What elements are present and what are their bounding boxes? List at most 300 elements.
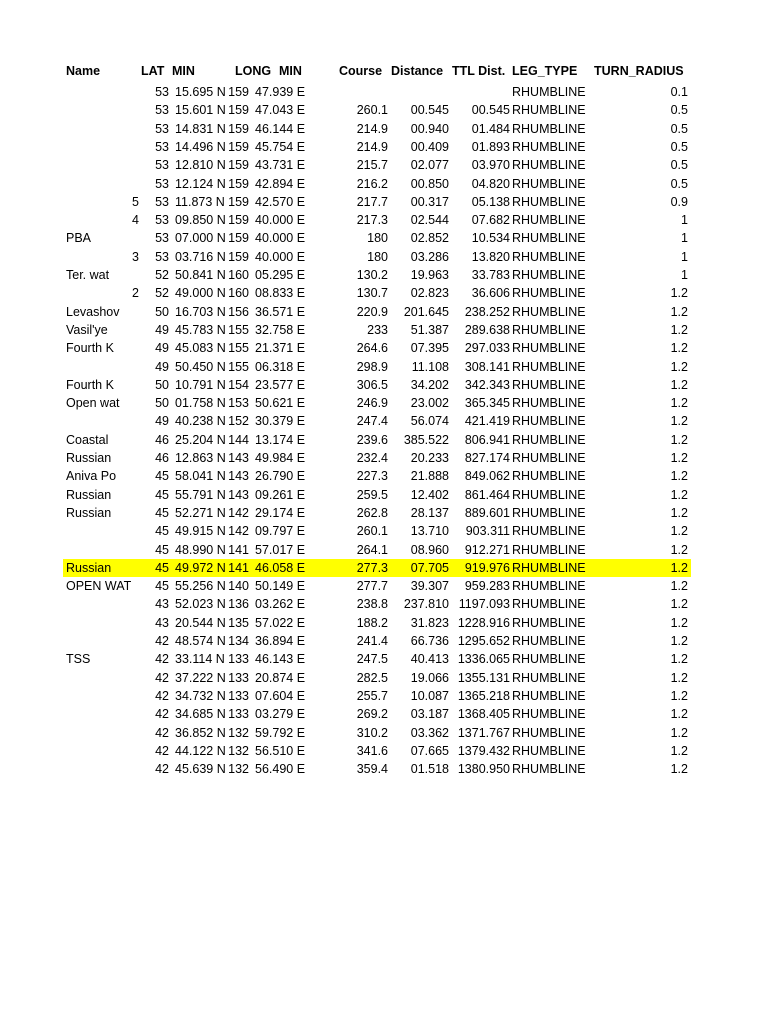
cell-leg-type: RHUMBLINE — [512, 432, 586, 447]
cell-long-min: 36.571 E — [255, 304, 306, 319]
cell-course: 260.1 — [356, 524, 388, 539]
cell-long-min: 05.295 E — [255, 268, 306, 282]
cell-name: Levashov — [66, 304, 120, 319]
cell-long-min: 08.833 E — [255, 286, 306, 301]
cell-lat: 53 — [155, 121, 169, 136]
cell-leg-type: RHUMBLINE — [512, 359, 586, 374]
table-row — [0, 101, 768, 119]
cell-distance: 51.387 — [410, 322, 449, 337]
cell-course: 130.2 — [356, 268, 388, 282]
cell-distance: 02.077 — [410, 158, 449, 173]
cell-lat: 49 — [155, 341, 169, 356]
cell-turn-radius: 0.5 — [670, 176, 688, 191]
cell-lat: 45 — [155, 469, 169, 484]
cell-long: 154 — [228, 377, 249, 392]
cell-course: 306.5 — [356, 377, 388, 392]
cell-course: 130.7 — [356, 286, 388, 301]
cell-lat-min: 55.256 N — [175, 579, 226, 594]
table-row — [0, 376, 768, 394]
cell-lat-min: 15.695 N — [175, 85, 226, 99]
cell-lat-min: 15.601 N — [175, 103, 226, 118]
cell-leg-type: RHUMBLINE — [512, 725, 586, 740]
cell-long-min: 13.174 E — [255, 432, 306, 447]
cell-turn-radius: 1.2 — [670, 487, 688, 502]
cell-distance: 07.665 — [410, 743, 449, 758]
cell-leg-type: RHUMBLINE — [512, 158, 586, 173]
cell-turn-radius: 1.2 — [670, 414, 688, 429]
cell-lat: 45 — [155, 487, 169, 502]
cell-lat: 42 — [155, 707, 169, 722]
cell-lat: 53 — [155, 231, 169, 246]
cell-lat-min: 49.000 N — [175, 286, 226, 301]
cell-leg-type: RHUMBLINE — [512, 469, 586, 484]
cell-distance: 237.810 — [403, 597, 449, 612]
cell-lat: 46 — [155, 451, 169, 465]
table-row — [0, 358, 768, 376]
table-row — [0, 504, 768, 522]
cell-course: 214.9 — [356, 139, 388, 154]
cell-leg-type: RHUMBLINE — [512, 524, 586, 539]
header-turn-radius: TURN_RADIUS — [594, 64, 684, 78]
cell-lat: 52 — [155, 268, 169, 282]
cell-ttl-dist: 00.545 — [471, 103, 510, 118]
cell-distance: 02.544 — [410, 213, 449, 228]
cell-waypoint-number: 5 — [132, 194, 139, 209]
table-row — [0, 156, 768, 174]
cell-long: 133 — [228, 688, 249, 703]
cell-lat: 43 — [155, 615, 169, 630]
header-distance: Distance — [391, 64, 444, 78]
cell-ttl-dist: 1228.916 — [457, 615, 510, 630]
cell-turn-radius: 1 — [681, 231, 688, 246]
cell-leg-type: RHUMBLINE — [512, 139, 586, 154]
cell-distance: 66.736 — [410, 634, 449, 648]
cell-ttl-dist: 1197.093 — [458, 597, 510, 612]
cell-name: Russian — [66, 451, 112, 465]
cell-turn-radius: 1.2 — [670, 762, 688, 777]
cell-turn-radius: 1.2 — [670, 377, 688, 392]
cell-turn-radius: 1.2 — [670, 451, 688, 465]
cell-ttl-dist: 1371.767 — [457, 725, 510, 740]
cell-ttl-dist: 849.062 — [464, 469, 510, 484]
cell-long-min: 45.754 E — [255, 139, 306, 154]
cell-long-min: 42.894 E — [255, 176, 306, 191]
cell-lat-min: 20.544 N — [175, 615, 226, 630]
cell-long-min: 46.143 E — [255, 652, 306, 667]
cell-name: PBA — [66, 231, 92, 246]
cell-long: 159 — [228, 249, 249, 264]
cell-turn-radius: 1 — [681, 213, 688, 228]
cell-long-min: 20.874 E — [255, 670, 306, 685]
cell-course: 282.5 — [356, 670, 388, 685]
cell-turn-radius: 1.2 — [670, 396, 688, 411]
cell-long-min: 56.490 E — [255, 762, 306, 777]
cell-name: Russian — [66, 560, 112, 575]
cell-turn-radius: 0.5 — [670, 139, 688, 154]
cell-course: 233 — [367, 322, 388, 337]
cell-long: 159 — [228, 231, 249, 246]
cell-lat-min: 25.204 N — [175, 432, 226, 447]
cell-turn-radius: 1.2 — [670, 359, 688, 374]
cell-lat-min: 33.114 N — [175, 652, 225, 667]
cell-lat: 52 — [155, 286, 169, 301]
header-long: LONG — [235, 64, 272, 78]
header-name: Name — [66, 64, 101, 78]
cell-long-min: 46.058 E — [255, 560, 306, 575]
cell-leg-type: RHUMBLINE — [512, 249, 586, 264]
cell-distance: 03.187 — [410, 707, 449, 722]
cell-course: 220.9 — [356, 304, 388, 319]
table-row — [0, 449, 768, 467]
cell-lat: 42 — [155, 743, 169, 758]
cell-lat: 42 — [155, 688, 169, 703]
cell-long: 159 — [228, 176, 249, 191]
cell-lat: 53 — [155, 176, 169, 191]
cell-long-min: 03.262 E — [255, 597, 306, 612]
cell-course: 359.4 — [356, 762, 388, 777]
table-row — [0, 193, 768, 211]
cell-long-min: 42.570 E — [255, 194, 306, 209]
cell-course: 247.5 — [356, 652, 388, 667]
cell-leg-type: RHUMBLINE — [512, 213, 586, 228]
table-row — [0, 229, 768, 247]
cell-turn-radius: 1.2 — [670, 670, 688, 685]
cell-long: 160 — [228, 286, 249, 301]
cell-turn-radius: 1.2 — [670, 304, 688, 319]
cell-course: 260.1 — [356, 103, 388, 118]
cell-turn-radius: 1.2 — [670, 725, 688, 740]
cell-distance: 02.823 — [410, 286, 449, 301]
cell-name: Fourth K — [66, 377, 114, 392]
cell-course: 277.7 — [356, 579, 388, 594]
cell-distance: 01.518 — [410, 762, 449, 777]
cell-long-min: 23.577 E — [255, 377, 306, 392]
cell-long: 132 — [228, 762, 249, 777]
cell-lat-min: 50.450 N — [175, 359, 226, 374]
cell-ttl-dist: 297.033 — [464, 341, 510, 356]
cell-turn-radius: 1.2 — [670, 707, 688, 722]
cell-leg-type: RHUMBLINE — [512, 231, 586, 246]
cell-lat: 46 — [155, 432, 169, 447]
cell-course: 269.2 — [356, 707, 388, 722]
cell-leg-type: RHUMBLINE — [512, 377, 586, 392]
header-course: Course — [339, 64, 383, 78]
cell-long-min: 43.731 E — [255, 158, 306, 173]
cell-ttl-dist: 1379.432 — [457, 743, 510, 758]
cell-lat-min: 01.758 N — [175, 396, 226, 411]
cell-ttl-dist: 13.820 — [471, 249, 510, 264]
cell-name: Open wat — [66, 396, 120, 411]
cell-lat: 53 — [155, 249, 169, 264]
cell-distance: 13.710 — [410, 524, 449, 539]
cell-ttl-dist: 289.638 — [464, 322, 510, 337]
cell-long: 143 — [228, 469, 249, 484]
cell-turn-radius: 1.2 — [670, 341, 688, 356]
cell-lat-min: 45.639 N — [175, 762, 226, 777]
cell-ttl-dist: 10.534 — [471, 231, 510, 246]
cell-long-min: 30.379 E — [255, 414, 306, 429]
cell-lat: 42 — [155, 634, 169, 648]
cell-long: 140 — [228, 579, 249, 594]
cell-lat-min: 14.831 N — [175, 121, 226, 136]
cell-long: 159 — [228, 158, 249, 173]
table-row — [0, 650, 768, 668]
table-row — [0, 284, 768, 302]
cell-long-min: 57.017 E — [255, 542, 306, 557]
cell-long-min: 21.371 E — [255, 341, 306, 356]
cell-distance: 08.960 — [410, 542, 449, 557]
cell-lat-min: 37.222 N — [175, 670, 226, 685]
cell-lat-min: 03.716 N — [175, 249, 226, 264]
cell-course: 217.3 — [356, 213, 388, 228]
table-row — [0, 632, 768, 650]
cell-lat: 49 — [155, 322, 169, 337]
cell-lat-min: 49.915 N — [175, 524, 226, 539]
cell-ttl-dist: 33.783 — [471, 268, 510, 282]
cell-ttl-dist: 421.419 — [464, 414, 510, 429]
cell-turn-radius: 1.2 — [670, 286, 688, 301]
table-row — [0, 614, 768, 632]
cell-distance: 201.645 — [403, 304, 449, 319]
cell-course: 259.5 — [356, 487, 388, 502]
cell-long-min: 57.022 E — [255, 615, 306, 630]
cell-leg-type: RHUMBLINE — [512, 615, 586, 630]
cell-lat-min: 07.000 N — [175, 231, 226, 246]
cell-turn-radius: 0.5 — [670, 158, 688, 173]
cell-lat-min: 40.238 N — [175, 414, 226, 429]
cell-ttl-dist: 806.941 — [464, 432, 510, 447]
cell-long: 160 — [228, 268, 249, 282]
cell-leg-type: RHUMBLINE — [512, 670, 586, 685]
cell-ttl-dist: 07.682 — [471, 213, 510, 228]
cell-lat-min: 12.863 N — [175, 451, 226, 465]
cell-long-min: 40.000 E — [255, 213, 306, 228]
cell-turn-radius: 1.2 — [670, 469, 688, 484]
cell-long-min: 36.894 E — [255, 634, 306, 648]
cell-lat: 45 — [155, 524, 169, 539]
cell-course: 341.6 — [356, 743, 388, 758]
cell-long: 142 — [228, 524, 249, 539]
cell-lat: 42 — [155, 652, 169, 667]
cell-leg-type: RHUMBLINE — [512, 341, 586, 356]
cell-leg-type: RHUMBLINE — [512, 542, 586, 557]
cell-leg-type: RHUMBLINE — [512, 322, 586, 337]
header-lat-min: MIN — [172, 64, 195, 78]
cell-turn-radius: 1.2 — [670, 597, 688, 612]
cell-course: 188.2 — [356, 615, 388, 630]
cell-lat: 42 — [155, 762, 169, 777]
cell-lat: 42 — [155, 670, 169, 685]
cell-distance: 31.823 — [410, 615, 449, 630]
cell-distance: 00.317 — [410, 194, 449, 209]
cell-long: 155 — [228, 359, 249, 374]
cell-name: Ter. wat — [66, 268, 110, 282]
cell-lat: 50 — [155, 377, 169, 392]
cell-leg-type: RHUMBLINE — [512, 487, 586, 502]
table-row — [0, 138, 768, 156]
cell-lat: 49 — [155, 414, 169, 429]
table-row — [0, 120, 768, 138]
cell-leg-type: RHUMBLINE — [512, 707, 586, 722]
cell-long: 133 — [228, 670, 249, 685]
cell-ttl-dist: 342.343 — [464, 377, 510, 392]
table-row — [0, 541, 768, 559]
cell-distance: 56.074 — [410, 414, 449, 429]
cell-lat: 53 — [155, 213, 169, 228]
cell-leg-type: RHUMBLINE — [512, 414, 586, 429]
cell-turn-radius: 1 — [681, 249, 688, 264]
cell-ttl-dist: 1365.218 — [457, 688, 510, 703]
cell-distance: 28.137 — [410, 505, 449, 520]
cell-turn-radius: 1.2 — [670, 634, 688, 648]
cell-lat-min: 55.791 N — [175, 487, 226, 502]
cell-course: 214.9 — [356, 121, 388, 136]
cell-lat-min: 16.703 N — [175, 304, 226, 319]
cell-lat-min: 45.783 N — [175, 322, 226, 337]
cell-name: Russian — [66, 487, 112, 502]
cell-name: TSS — [66, 652, 91, 667]
cell-ttl-dist: 01.893 — [471, 139, 510, 154]
table-row — [0, 742, 768, 760]
cell-long-min: 47.939 E — [255, 85, 306, 99]
cell-name: OPEN WAT — [66, 579, 132, 594]
cell-leg-type: RHUMBLINE — [512, 304, 586, 319]
cell-distance: 39.307 — [410, 579, 449, 594]
cell-leg-type: RHUMBLINE — [512, 743, 586, 758]
cell-leg-type: RHUMBLINE — [512, 597, 586, 612]
cell-waypoint-number: 4 — [132, 213, 139, 228]
cell-turn-radius: 1.2 — [670, 615, 688, 630]
cell-distance: 03.362 — [410, 725, 449, 740]
cell-lat: 45 — [155, 542, 169, 557]
cell-long: 159 — [228, 85, 249, 99]
cell-turn-radius: 1.2 — [670, 743, 688, 758]
cell-long-min: 07.604 E — [255, 688, 306, 703]
cell-long: 133 — [228, 652, 249, 667]
header-long-min: MIN — [279, 64, 302, 78]
cell-ttl-dist: 919.976 — [464, 560, 510, 575]
cell-course: 215.7 — [356, 158, 388, 173]
cell-lat-min: 12.810 N — [175, 158, 226, 173]
cell-leg-type: RHUMBLINE — [512, 451, 586, 465]
cell-ttl-dist: 04.820 — [471, 176, 510, 191]
table-row — [0, 412, 768, 430]
cell-long: 159 — [228, 103, 249, 118]
header-ttl-dist: TTL Dist. — [452, 64, 506, 78]
cell-lat: 45 — [155, 505, 169, 520]
cell-course: 216.2 — [356, 176, 388, 191]
cell-leg-type: RHUMBLINE — [512, 85, 586, 99]
cell-long-min: 32.758 E — [255, 322, 306, 337]
cell-course: 180 — [367, 231, 388, 246]
cell-lat: 50 — [155, 304, 169, 319]
cell-name: Vasil'ye — [66, 322, 108, 337]
cell-lat: 50 — [155, 396, 169, 411]
cell-ttl-dist: 1368.405 — [457, 707, 510, 722]
cell-distance: 20.233 — [410, 451, 449, 465]
cell-long-min: 40.000 E — [255, 249, 306, 264]
table-row — [0, 577, 768, 595]
cell-leg-type: RHUMBLINE — [512, 634, 586, 648]
cell-distance: 21.888 — [410, 469, 449, 484]
table-row — [0, 211, 768, 229]
cell-leg-type: RHUMBLINE — [512, 652, 586, 667]
cell-leg-type: RHUMBLINE — [512, 268, 586, 282]
cell-long: 159 — [228, 121, 249, 136]
table-row-highlighted — [0, 559, 768, 577]
cell-lat: 53 — [155, 158, 169, 173]
cell-leg-type: RHUMBLINE — [512, 103, 586, 118]
cell-lat-min: 34.732 N — [175, 688, 226, 703]
cell-long: 141 — [228, 560, 249, 575]
cell-lat-min: 14.496 N — [175, 139, 226, 154]
cell-ttl-dist: 05.138 — [471, 194, 510, 209]
header-row — [0, 62, 768, 80]
cell-distance: 23.002 — [410, 396, 449, 411]
cell-lat-min: 36.852 N — [175, 725, 226, 740]
table-row — [0, 760, 768, 778]
cell-ttl-dist: 03.970 — [471, 158, 510, 173]
cell-turn-radius: 1.2 — [670, 579, 688, 594]
cell-turn-radius: 1.2 — [670, 322, 688, 337]
cell-long: 144 — [228, 432, 249, 447]
cell-ttl-dist: 912.271 — [464, 542, 510, 557]
cell-distance: 12.402 — [410, 487, 449, 502]
cell-waypoint-number: 3 — [132, 249, 139, 264]
table-row — [0, 266, 768, 284]
cell-turn-radius: 1.2 — [670, 652, 688, 667]
cell-leg-type: RHUMBLINE — [512, 176, 586, 191]
header-leg-type: LEG_TYPE — [512, 64, 578, 78]
cell-leg-type: RHUMBLINE — [512, 579, 586, 594]
cell-turn-radius: 0.9 — [670, 194, 688, 209]
cell-ttl-dist: 36.606 — [471, 286, 510, 301]
table-row — [0, 339, 768, 357]
cell-long-min: 03.279 E — [255, 707, 306, 722]
cell-leg-type: RHUMBLINE — [512, 688, 586, 703]
cell-long-min: 47.043 E — [255, 103, 306, 118]
table-row — [0, 321, 768, 339]
cell-distance: 11.108 — [411, 359, 449, 374]
cell-ttl-dist: 01.484 — [471, 121, 510, 136]
cell-leg-type: RHUMBLINE — [512, 194, 586, 209]
cell-lat: 49 — [155, 359, 169, 374]
cell-long: 143 — [228, 487, 249, 502]
table-row — [0, 486, 768, 504]
cell-long: 141 — [228, 542, 249, 557]
cell-long: 142 — [228, 505, 249, 520]
cell-long: 132 — [228, 725, 249, 740]
table-row — [0, 431, 768, 449]
cell-course: 277.3 — [356, 560, 388, 575]
cell-lat: 53 — [155, 194, 169, 209]
cell-course: 255.7 — [356, 688, 388, 703]
header-lat: LAT — [141, 64, 165, 78]
cell-long-min: 09.261 E — [255, 487, 306, 502]
cell-course: 264.1 — [356, 542, 388, 557]
cell-lat-min: 44.122 N — [175, 743, 226, 758]
cell-turn-radius: 1.2 — [670, 542, 688, 557]
cell-ttl-dist: 827.174 — [464, 451, 510, 465]
cell-name: Coastal — [66, 432, 109, 447]
cell-long-min: 06.318 E — [255, 359, 306, 374]
cell-long: 155 — [228, 322, 249, 337]
cell-long: 136 — [228, 597, 249, 612]
cell-course: 180 — [367, 249, 388, 264]
cell-lat: 45 — [155, 579, 169, 594]
cell-distance: 07.705 — [410, 560, 449, 575]
table-row — [0, 175, 768, 193]
